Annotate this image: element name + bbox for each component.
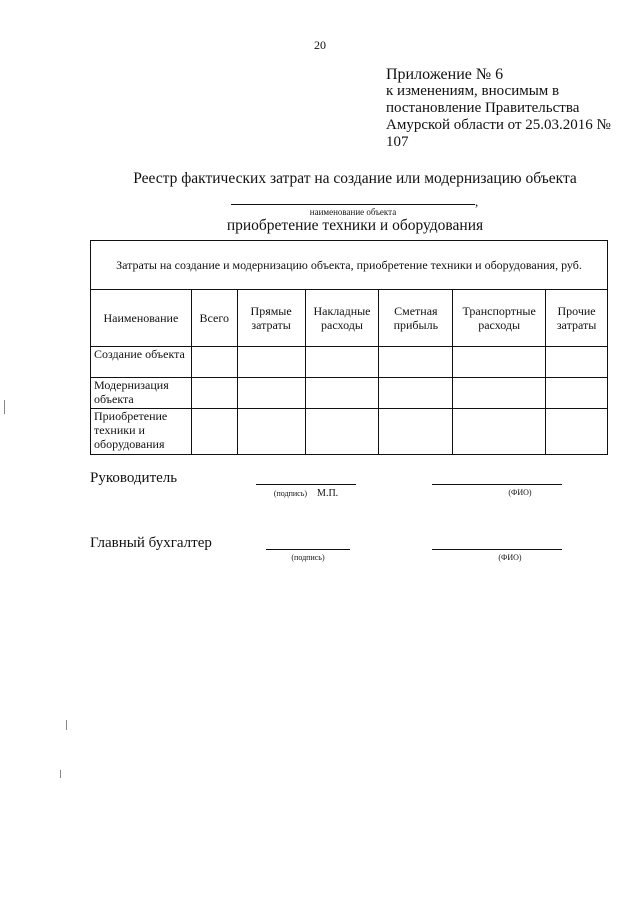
accountant-signature-line (266, 549, 350, 550)
table-cell (191, 378, 237, 409)
table-header-row (91, 241, 608, 290)
table-cell (305, 378, 379, 409)
costs-table (90, 240, 608, 455)
accountant-signature-caption: (подпись) (291, 553, 325, 562)
table-cell (379, 378, 453, 409)
table-row (91, 378, 608, 409)
column-header-row (91, 290, 608, 347)
object-name-comma: , (475, 194, 479, 209)
appendix-line: постановление Правительства (386, 100, 580, 116)
column-header: Наименование (91, 290, 192, 347)
signature-caption: (подпись) (273, 489, 308, 498)
column-header: Накладные расходы (305, 290, 379, 347)
head-label: Руководитель (90, 470, 178, 486)
table-cell (453, 409, 546, 455)
appendix-line: к изменениям, вносимым в (386, 83, 560, 99)
table-cell (546, 409, 608, 455)
accountant-fio-line (432, 549, 562, 550)
row-name: Создание объекта (91, 347, 192, 378)
head-signature-caption (256, 488, 356, 499)
table-cell (546, 378, 608, 409)
register-title: Реестр фактических затрат на создание или модернизацию объекта (133, 170, 577, 187)
accountant-label: Главный бухгалтер (90, 535, 212, 551)
table-cell (305, 347, 379, 378)
table-cell (379, 409, 453, 455)
column-header: Сметная прибыль (379, 290, 453, 347)
table-cell (453, 378, 546, 409)
row-name: Приобретение техники и оборудования (91, 409, 192, 455)
column-header: Прочие затраты (546, 290, 608, 347)
column-header: Прямые затраты (237, 290, 305, 347)
object-name-caption: наименование объекта (309, 207, 397, 217)
head-signature-line (256, 484, 356, 485)
table-cell (191, 409, 237, 455)
table-cell (379, 347, 453, 378)
column-header: Транспортные расходы (453, 290, 546, 347)
table-cell (305, 409, 379, 455)
head-fio-caption: (ФИО) (508, 488, 532, 497)
table-cell (546, 347, 608, 378)
table-cell (237, 347, 305, 378)
register-subtitle: приобретение техники и оборудования (226, 217, 484, 234)
table-cell (191, 347, 237, 378)
accountant-fio-caption: (ФИО) (498, 553, 522, 562)
scan-mark (4, 400, 5, 414)
scan-mark (60, 770, 61, 778)
appendix-line: 107 (386, 134, 409, 150)
row-name: Модернизация объекта (91, 378, 192, 409)
page-number: 20 (314, 38, 326, 52)
appendix-line: Амурской области от 25.03.2016 № (386, 117, 611, 133)
table-header: Затраты на создание и модернизацию объекта, приобретение техники и оборудования, руб. (91, 241, 608, 290)
table-row (91, 347, 608, 378)
object-name-line (231, 204, 475, 205)
table-cell (237, 378, 305, 409)
table-row (91, 409, 608, 455)
scan-mark (66, 720, 67, 730)
table-cell (237, 409, 305, 455)
table-cell (453, 347, 546, 378)
column-header: Всего (191, 290, 237, 347)
appendix-title: Приложение № 6 (386, 66, 504, 83)
stamp-mark: М.П. (317, 488, 339, 499)
appendix-block (386, 66, 626, 151)
head-fio-line (432, 484, 562, 485)
